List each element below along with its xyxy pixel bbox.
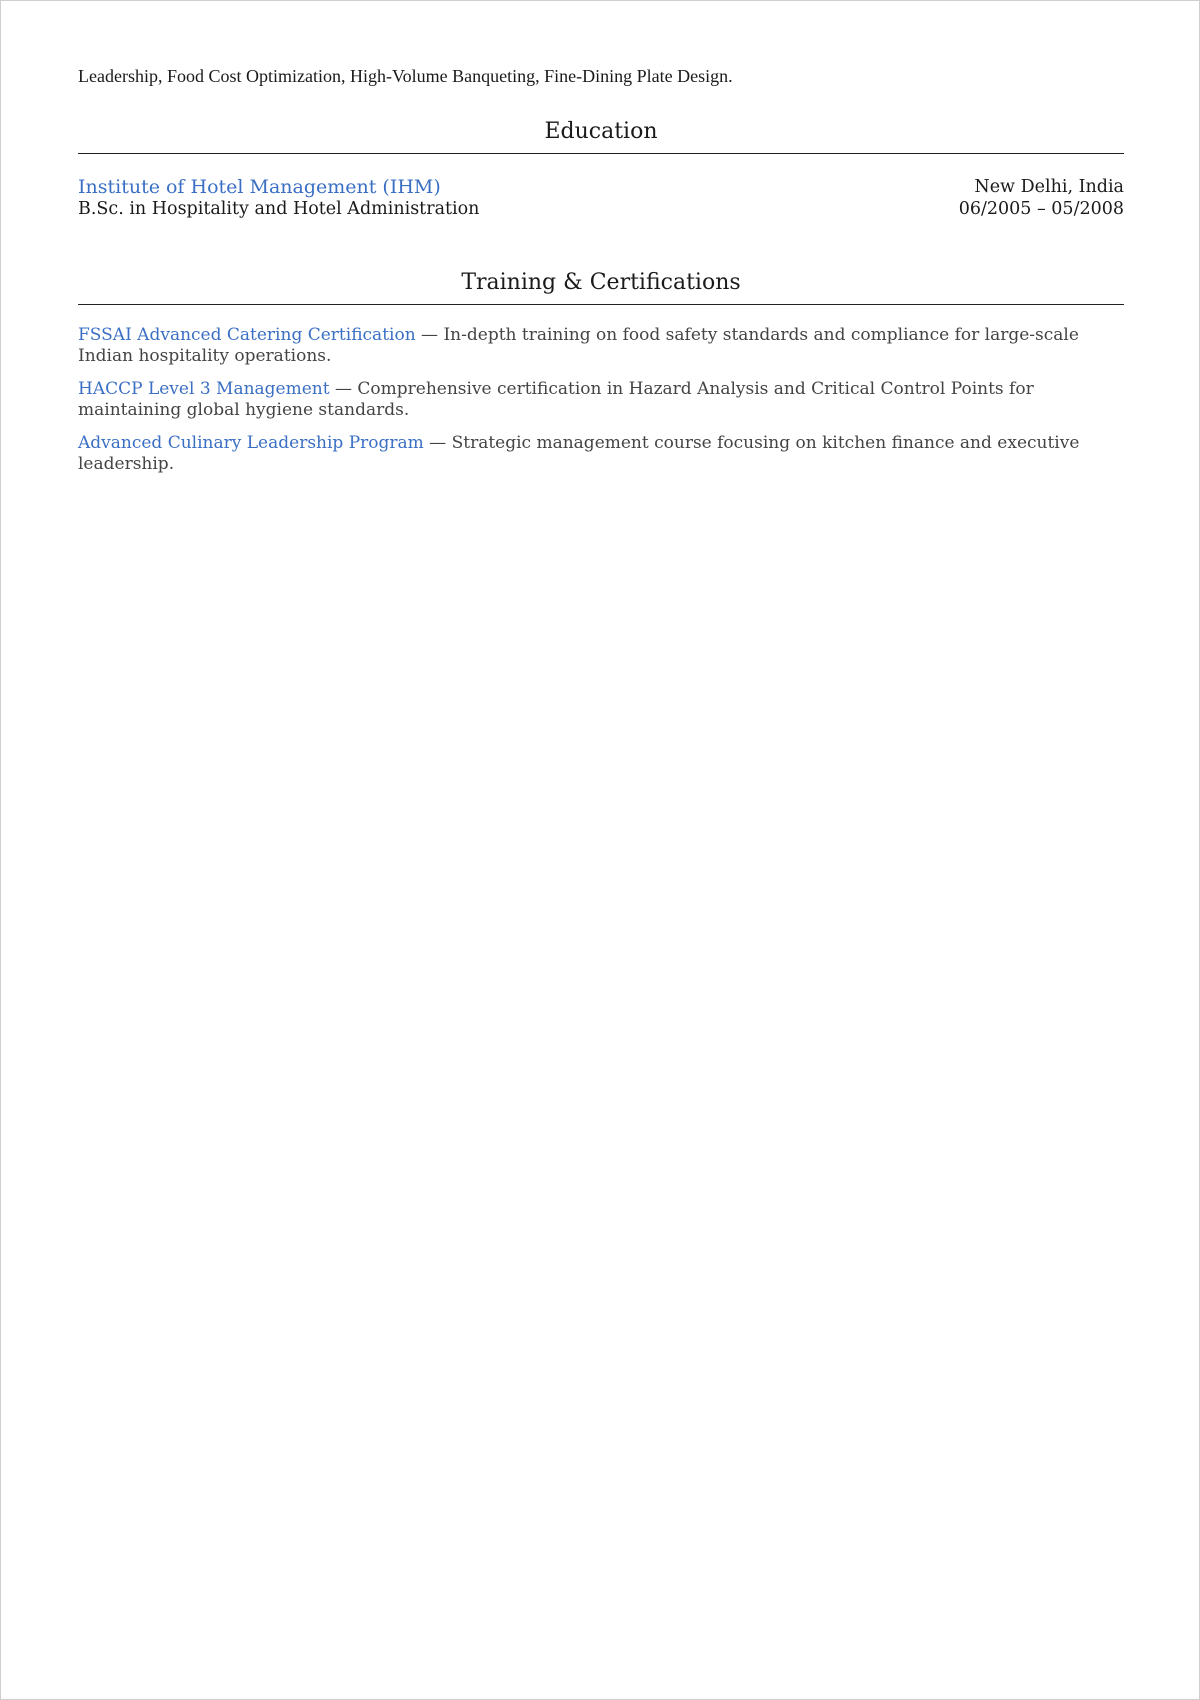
certification-description: Comprehensive certification in Hazard Analysis and Critical Control Points for maintaining global hygiene standards. [78,379,1034,420]
school-location: New Delhi, India [974,177,1124,197]
certification-description: In-depth training on food safety standards and compliance for large-scale Indian hospitality operations. [78,325,1079,366]
certifications-list [78,325,1124,475]
education-dates: 06/2005 – 05/2008 [958,199,1124,219]
education-entry [78,176,1124,220]
certification-separator: — [415,325,444,345]
certification-item [78,433,1124,475]
certification-name: HACCP Level 3 Management [78,379,330,399]
education-section [78,117,1124,220]
certification-name: Advanced Culinary Leadership Program [78,433,424,453]
school-name: Institute of Hotel Management (IHM) [78,176,441,198]
degree-name: B.Sc. in Hospitality and Hotel Administration [78,199,480,219]
certifications-section [78,268,1124,475]
certification-name: FSSAI Advanced Catering Certification [78,325,416,345]
certification-separator: — [423,433,452,453]
education-heading: Education [78,117,1124,154]
certification-item [78,325,1124,367]
education-entry-left [78,176,479,220]
skills-summary-line: Leadership, Food Cost Optimization, High-Volume Banqueting, Fine-Dining Plate Design. [78,66,733,86]
certification-description: Strategic management course focusing on kitchen finance and executive leadership. [78,433,1080,474]
resume-content [78,63,1124,487]
certification-item [78,379,1124,421]
certifications-heading: Training & Certifications [78,268,1124,305]
education-entry-right [959,176,1124,220]
certification-separator: — [329,379,358,399]
